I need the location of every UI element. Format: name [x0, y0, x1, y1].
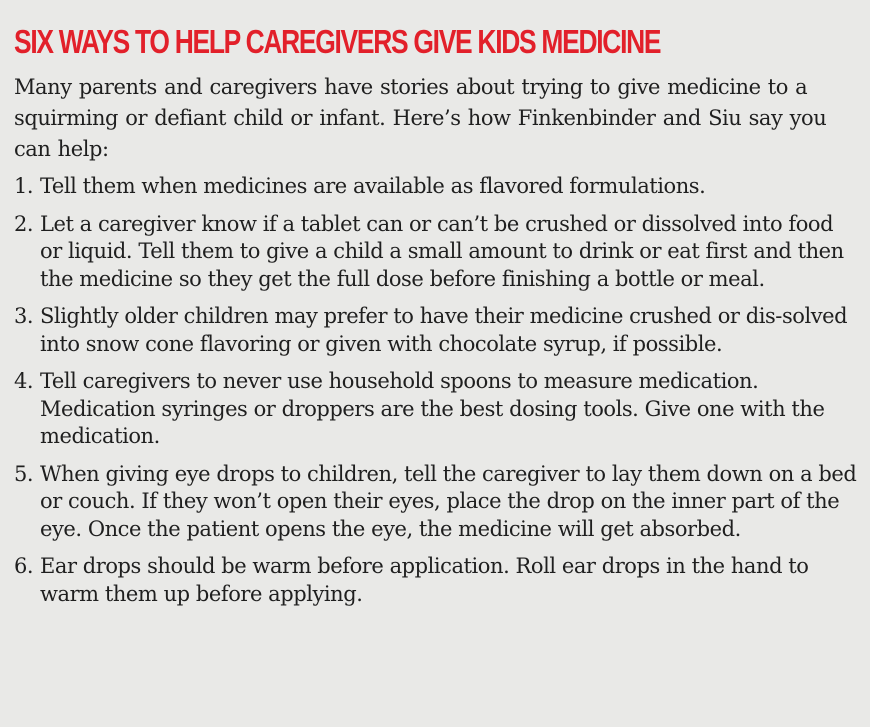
- tips-list: [14, 173, 858, 608]
- sidebar-intro: Many parents and caregivers have stories about trying to give medicine to a squirming or defiant child or infant. Here’s how Finkenbinder and Siu say you can help:: [14, 75, 827, 161]
- tip-item-2: [14, 211, 858, 294]
- sidebar-title: SIX WAYS TO HELP CAREGIVERS GIVE KIDS MEDICINE: [14, 23, 661, 60]
- tip-number: 6.: [14, 554, 34, 578]
- tip-text: When giving eye drops to children, tell the caregiver to lay them down on a bed or couch. If they won’t open their eyes, place the drop on the inner part of the eye. Once the patient opens the eye, the medicine will get absorbed.: [40, 461, 857, 541]
- tip-text: Slightly older children may prefer to have their medicine crushed or dis-solved into snow cone flavoring or given with chocolate syrup, if possible.: [40, 304, 848, 356]
- tip-item-1: [14, 173, 858, 201]
- tip-text: Ear drops should be warm before application. Roll ear drops in the hand to warm them up before applying.: [40, 554, 809, 606]
- tip-item-6: [14, 553, 858, 608]
- tip-item-3: [14, 303, 858, 358]
- tip-number: 4.: [14, 369, 34, 393]
- tip-number: 1.: [14, 174, 34, 198]
- tip-item-5: [14, 461, 858, 544]
- tip-number: 5.: [14, 461, 34, 486]
- tip-number: 2.: [14, 211, 34, 236]
- tip-text: Tell them when medicines are available as flavored formulations.: [40, 174, 706, 198]
- tip-text: Tell caregivers to never use household spoons to measure medication. Medication syringes or droppers are the best dosing tools. Give one with the medication.: [40, 369, 825, 448]
- tip-text: Let a caregiver know if a tablet can or can’t be crushed or dissolved into food or liquid. Tell them to give a child a small amount to drink or eat first and then the medicine so they get the full dose before finishing a bottle or meal.: [40, 211, 844, 291]
- tip-item-4: [14, 368, 858, 451]
- tip-number: 3.: [14, 304, 34, 328]
